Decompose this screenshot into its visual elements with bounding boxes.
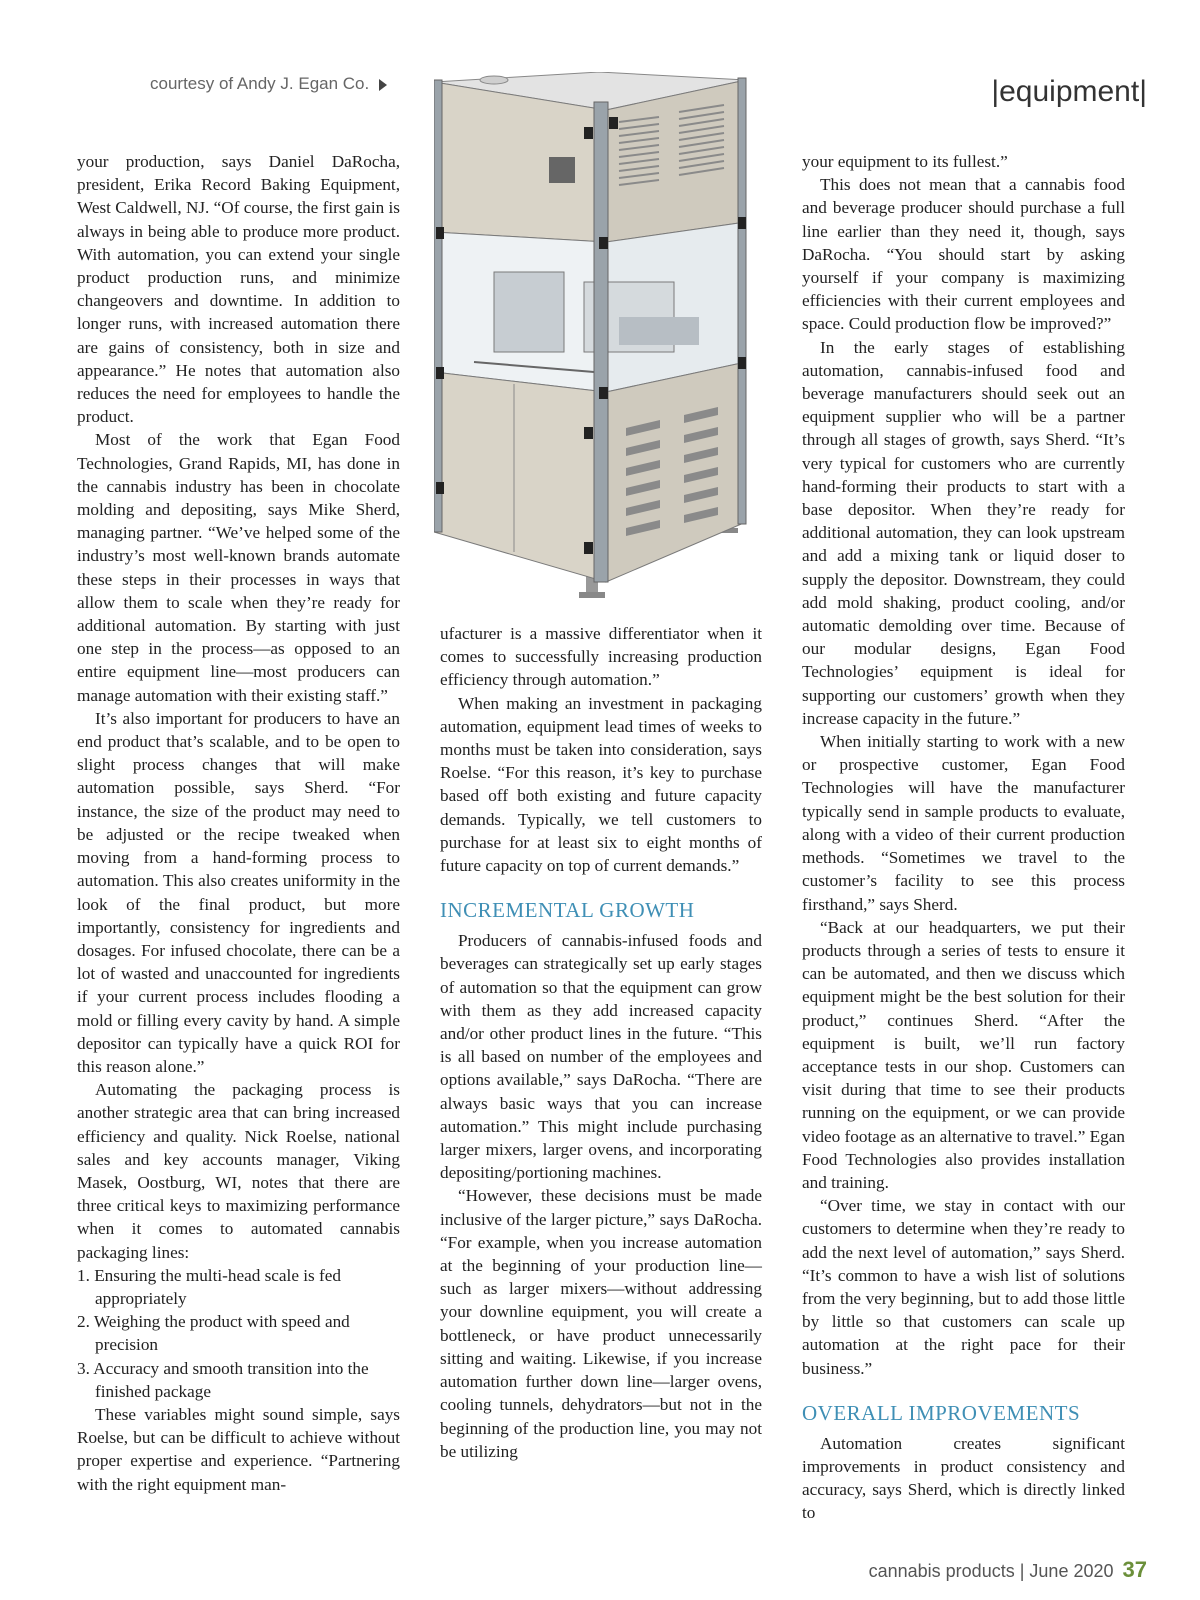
article-column-1	[77, 150, 400, 1496]
article-column-3	[802, 150, 1125, 1525]
paragraph: These variables might sound simple, says Roelse, but can be difficult to achieve without proper expertise and experience. “Partnering with the right equipment man-	[77, 1404, 400, 1494]
paragraph: Most of the work that Egan Food Technologies, Grand Rapids, MI, has done in the cannabis industry has been in chocolate molding and depositing, says Mike Sherd, managing partner. “We’ve helped some of the industry’s most well-known brands automate these steps in their processes in ways that allow them to scale when they’re ready for additional automation. By starting with just one step in the process—as opposed to an entire equipment line—most producers can manage automation with their existing staff.”	[77, 430, 400, 705]
section-heading: OVERALL IMPROVEMENTS	[802, 1400, 1081, 1425]
paragraph: In the early stages of establishing automation, cannabis-infused food and beverage manufacturers should seek out an equipment supplier who will be a partner through all stages of growth, says Sherd. “It’s very typical for customers who are currently hand-forming their products to start with a base depositor. When they’re ready for additional automation, they can look upstream and add a mixing tank or liquid doser to supply the depositor. Downstream, they could add mold shaking, product cooling, and/or automatic demolding over time. Because of our modular designs, Egan Food Technologies’ equipment is ideal for supporting our customers’ growth when they increase capacity in the future.”	[802, 337, 1125, 728]
paragraph: It’s also important for producers to have an end product that’s scalable, and to be open to slight process changes that will make automation possible, says Sherd. “For instance, the size of the product may need to be adjusted or the recipe tweaked when moving from a hand-forming process to automation. This also creates uniformity in the look of the final product, but more importantly, consistency for ingredients and dosages. For infused chocolate, there can be a lot of wasted and unaccounted for ingredients if your current process includes flooding a mold or filling every cavity by hand. A simple depositor can typically have a quick ROI for this reason alone.”	[77, 708, 400, 1076]
photo-credit	[150, 74, 387, 94]
paragraph: Automating the packaging process is another strategic area that can bring increased efficiency and quality. Nick Roelse, national sales and key accounts manager, Viking Masek, Oostburg, WI, notes that there are three critical keys to maximizing performance when it comes to automated cannabis packaging lines:	[77, 1080, 400, 1262]
photo-credit-text: courtesy of Andy J. Egan Co.	[150, 74, 370, 93]
page-footer	[869, 1557, 1147, 1583]
list-item: 2. Weighing the product with speed and precision	[77, 1312, 350, 1355]
issue-date: June 2020	[1029, 1561, 1114, 1581]
article-column-2	[440, 622, 762, 1463]
paragraph: When making an investment in packaging automation, equipment lead times of weeks to months must be taken into consideration, says Roelse. “For this reason, it’s key to purchase based off both existing and future capacity demands. Typically, we tell customers to purchase for at least six to eight months of future capacity on top of current demands.”	[440, 693, 762, 876]
paragraph: Automation creates significant improvements in product consistency and accuracy, says Sherd, which is directly linked to	[802, 1433, 1125, 1523]
paragraph: Producers of cannabis-infused foods and beverages can strategically set up early stages of automation so that the equipment can grow with them as they add increased capacity and/or other product lines in the future. “This is all based on number of the employees and options available,” says DaRocha. “There are always basic ways that you can increase automation.” This might include purchasing larger mixers, larger ovens, and incorporating depositing/portioning machines.	[440, 931, 762, 1183]
list-item: 3. Accuracy and smooth transition into the finished package	[77, 1358, 369, 1401]
packaging-machine-illustration	[434, 72, 770, 608]
caret-right-icon	[379, 79, 387, 91]
paragraph: “Over time, we stay in contact with our customers to determine when they’re ready to add the next level of automation,” says Sherd. “It’s common to have a wish list of solutions from the very beginning, but to add those little by little so that customers can scale up automation at the right pace for their business.”	[802, 1196, 1125, 1378]
paragraph: When initially starting to work with a new or prospective customer, Egan Food Technologies will have the manufacturer typically send in sample products to evaluate, along with a video of their current production methods. “Sometimes we travel to the customer’s facility to see this process firsthand,” says Sherd.	[802, 732, 1125, 914]
paragraph: ufacturer is a massive differentiator when it comes to successfully increasing production efficiency through automation.”	[440, 624, 762, 690]
paragraph: your equipment to its fullest.”	[802, 152, 1008, 171]
section-heading: INCREMENTAL GROWTH	[440, 898, 695, 923]
list-item: 1. Ensuring the multi-head scale is fed appropriately	[77, 1265, 341, 1308]
paragraph: your production, says Daniel DaRocha, president, Erika Record Baking Equipment, West Caldwell, NJ. “Of course, the first gain is always in being able to produce more product. With automation, you can extend your single product production runs, and minimize changeovers and downtime. In addition to longer runs, with increased automation there are gains of consistency, both in size and appearance.” He notes that automation also reduces the need for employees to handle the product.	[77, 152, 400, 427]
critical-keys-list	[77, 1264, 400, 1403]
footer-divider: |	[1019, 1561, 1025, 1581]
paragraph: “Back at our headquarters, we put their products through a series of tests to ensure it can be automated, and then we discuss which equipment might be the best solution for their product,” continues Sherd. “After the equipment is built, we’ll run factory acceptance tests in our shop. Customers can visit during that time to see their products running on the equipment, or we can provide video footage as an alternative to travel.” Egan Food Technologies also provides installation and training.	[802, 917, 1125, 1192]
section-label: |equipment|	[991, 75, 1147, 108]
paragraph: This does not mean that a cannabis food and beverage producer should purchase a full line earlier than they need it, though, says DaRocha. “You should start by asking yourself if your company is maximizing efficiencies with their current employees and space. Could production flow be improved?”	[802, 175, 1125, 334]
paragraph: “However, these decisions must be made inclusive of the larger picture,” says DaRocha. “For example, when you increase automation at the beginning of your production line—such as larger mixers—without addressing your downline equipment, you will create a bottleneck, or have product unnecessarily sitting and waiting. Likewise, if you increase automation further down line—larger ovens, cooling tunnels, dehydrators—but not in the beginning of the production line, you may not be utilizing	[440, 1186, 762, 1461]
publication-name: cannabis products	[868, 1561, 1015, 1581]
page-number: 37	[1122, 1557, 1147, 1582]
